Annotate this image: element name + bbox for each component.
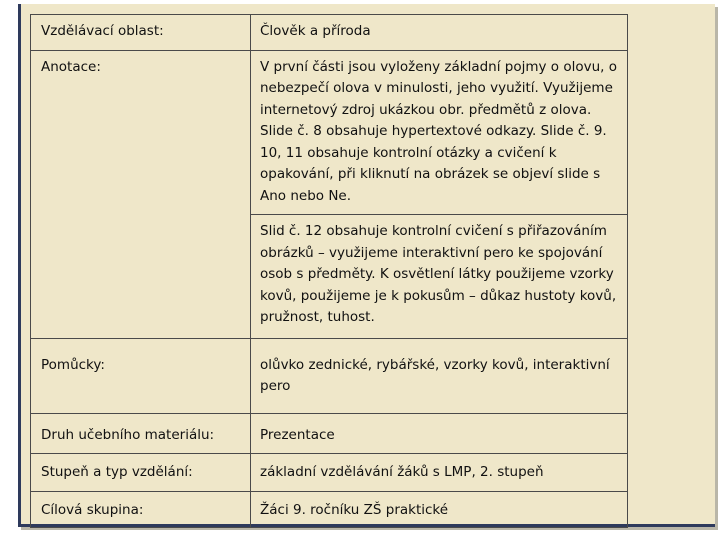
- table-row: [31, 413, 628, 454]
- material-value: Prezentace: [251, 413, 628, 454]
- material-label: Druh učebního materiálu:: [31, 413, 251, 454]
- annotation-value-part1: V první části jsou vyloženy základní pojmy o olovu, o nebezpečí olova v minulosti, jeho využití. Využijeme internetový zdroj ukázkou obr. předmětů z olova. Slide č. 8 obsahuje hypertextové odkazy. Slide č. 9. 10, 11 obsahuje kontrolní otázky a cvičení k opakování, při kliknutí na obrázek se objeví slide s Ano nebo Ne.: [251, 50, 628, 215]
- annotation-value-part2: Slid č. 12 obsahuje kontrolní cvičení s přiřazováním obrázků – využijeme interaktivní pero ke spojování osob s předměty. K osvětlení látky použijeme vzorky kovů, použijeme je k pokusům – důkaz hustoty kovů, pružnost, tuhost.: [251, 215, 628, 339]
- table-row: [31, 15, 628, 51]
- aids-value: olůvko zednické, rybářské, vzorky kovů, interaktivní pero: [251, 338, 628, 413]
- table-row: [31, 491, 628, 528]
- metadata-table: [30, 14, 628, 528]
- aids-label: Pomůcky:: [31, 338, 251, 413]
- area-label: Vzdělávací oblast:: [31, 15, 251, 51]
- annotation-label-continued: [31, 215, 251, 339]
- table-row: [31, 454, 628, 492]
- target-label: Cílová skupina:: [31, 491, 251, 528]
- level-value: základní vzdělávání žáků s LMP, 2. stupeň: [251, 454, 628, 492]
- area-value: Člověk a příroda: [251, 15, 628, 51]
- table-row: [31, 215, 628, 339]
- target-value: Žáci 9. ročníku ZŠ praktické: [251, 491, 628, 528]
- table-row: [31, 338, 628, 413]
- slide-frame: [18, 4, 715, 527]
- level-label: Stupeň a typ vzdělání:: [31, 454, 251, 492]
- table-row: [31, 50, 628, 215]
- annotation-label: Anotace:: [31, 50, 251, 215]
